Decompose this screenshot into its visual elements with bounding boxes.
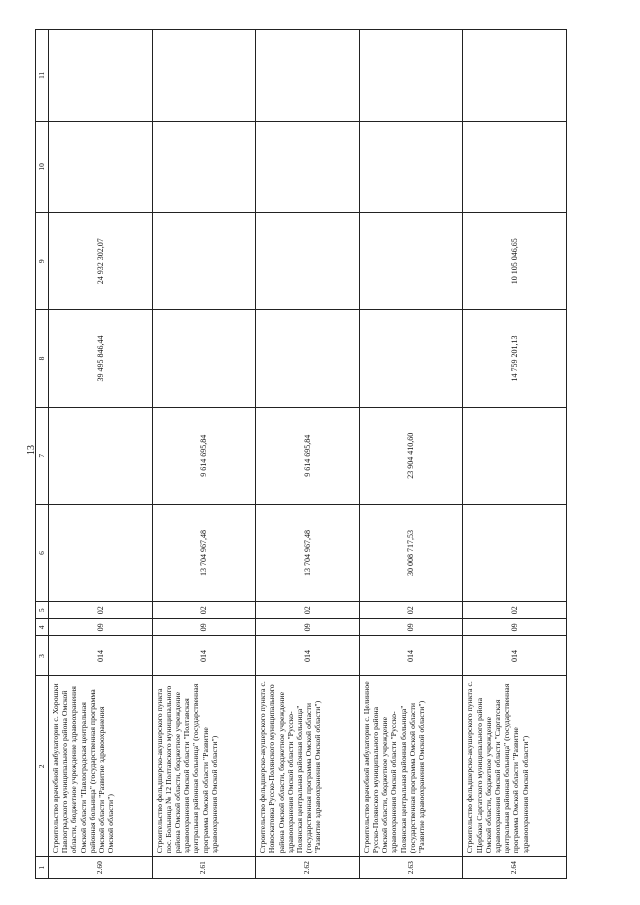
page-number: 13: [26, 445, 37, 455]
row-value-11: [359, 30, 463, 122]
row-number: 2.63: [359, 857, 463, 879]
col-header-9: 9: [36, 213, 49, 310]
row-code-4: 09: [256, 619, 360, 636]
row-value-10: [359, 121, 463, 213]
row-code-3: 014: [49, 636, 153, 676]
row-value-11: [463, 30, 567, 122]
table-row: [463, 30, 567, 879]
row-code-4: 09: [152, 619, 256, 636]
row-code-3: 014: [152, 636, 256, 676]
row-value-11: [152, 30, 256, 122]
row-value-9: [359, 213, 463, 310]
row-value-7: 9 614 695,84: [152, 407, 256, 504]
row-value-8: [256, 310, 360, 407]
row-value-11: [256, 30, 360, 122]
row-description: Строительство фельдшерско-акушерского пункта с. Новоскатовка Русско-Полянского муниципального района Омской области, бюджетное учреждение здравоохранения Омской области "Русско-Полянская центральная районная больница" (государственная программа Омской области "Развитие здравоохранения Омской области"): [256, 676, 360, 857]
row-value-11: [49, 30, 153, 122]
row-code-3: 014: [463, 636, 567, 676]
row-code-5: 02: [463, 602, 567, 619]
row-number: 2.64: [463, 857, 567, 879]
col-header-3: 3: [36, 636, 49, 676]
col-header-1: 1: [36, 857, 49, 879]
col-header-7: 7: [36, 407, 49, 504]
col-header-6: 6: [36, 504, 49, 601]
table-row: [152, 30, 256, 879]
row-value-7: 9 614 695,84: [256, 407, 360, 504]
row-number: 2.60: [49, 857, 153, 879]
row-value-7: [463, 407, 567, 504]
row-value-10: [463, 121, 567, 213]
row-description: Строительство фельдшерско-акушерского пункта пос. Больница № 12 Полтавского муниципального района Омской области, бюджетное учреждение здравоохранения Омской области "Полтавская центральная районная больница" (государственная программа Омской области "Развитие здравоохранения Омской области"): [152, 676, 256, 857]
row-code-3: 014: [359, 636, 463, 676]
row-value-9: [256, 213, 360, 310]
row-value-10: [256, 121, 360, 213]
row-code-3: 014: [256, 636, 360, 676]
row-description: Строительство врачебной амбулатории с. Целинное Русско-Полянского муниципального района Омской области, бюджетное учреждение здравоохранения Омской области "Русско-Полянская центральная районная больница" (государственная программа Омской области "Развитие здравоохранения Омской области"): [359, 676, 463, 857]
row-code-5: 02: [49, 602, 153, 619]
table-row: [359, 30, 463, 879]
row-code-4: 09: [359, 619, 463, 636]
row-code-5: 02: [256, 602, 360, 619]
row-value-8: [359, 310, 463, 407]
table-row: [256, 30, 360, 879]
row-value-10: [49, 121, 153, 213]
col-header-4: 4: [36, 619, 49, 636]
row-value-6: 13 704 967,48: [256, 504, 360, 601]
row-value-7: [49, 407, 153, 504]
col-header-8: 8: [36, 310, 49, 407]
row-value-6: [49, 504, 153, 601]
row-code-5: 02: [152, 602, 256, 619]
row-description: Строительство врачебной амбулатории с. Хорошки Павлоградского муниципального района Омской области, бюджетное учреждение здравоохранения Омской области "Павлоградская центральная районная больница" (государственная программа Омской области "Развитие здравоохранения Омской области"): [49, 676, 153, 857]
budget-table: [35, 29, 567, 879]
col-header-10: 10: [36, 121, 49, 213]
row-value-8: 14 759 201,13: [463, 310, 567, 407]
row-value-6: 13 704 967,48: [152, 504, 256, 601]
row-code-4: 09: [463, 619, 567, 636]
column-number-row: [36, 30, 49, 879]
row-number: 2.62: [256, 857, 360, 879]
table-row: [49, 30, 153, 879]
row-value-7: 23 904 410,60: [359, 407, 463, 504]
row-code-4: 09: [49, 619, 153, 636]
row-value-9: 24 932 302,07: [49, 213, 153, 310]
row-value-9: [152, 213, 256, 310]
col-header-5: 5: [36, 602, 49, 619]
row-value-10: [152, 121, 256, 213]
col-header-2: 2: [36, 676, 49, 857]
row-value-9: 10 105 046,65: [463, 213, 567, 310]
row-code-5: 02: [359, 602, 463, 619]
budget-table-page: [35, 29, 567, 879]
row-description: Строительство фельдшерско-акушерского пункта с. Щербаки Саргатского муниципального района Омской области, бюджетное учреждение здравоохранения Омской области "Саргатская центральная районная больница" (государственная программа Омской области "Развитие здравоохранения Омской области"): [463, 676, 567, 857]
row-value-8: 39 495 846,44: [49, 310, 153, 407]
row-value-6: [463, 504, 567, 601]
row-value-8: [152, 310, 256, 407]
row-value-6: 30 008 717,53: [359, 504, 463, 601]
col-header-11: 11: [36, 30, 49, 122]
row-number: 2.61: [152, 857, 256, 879]
